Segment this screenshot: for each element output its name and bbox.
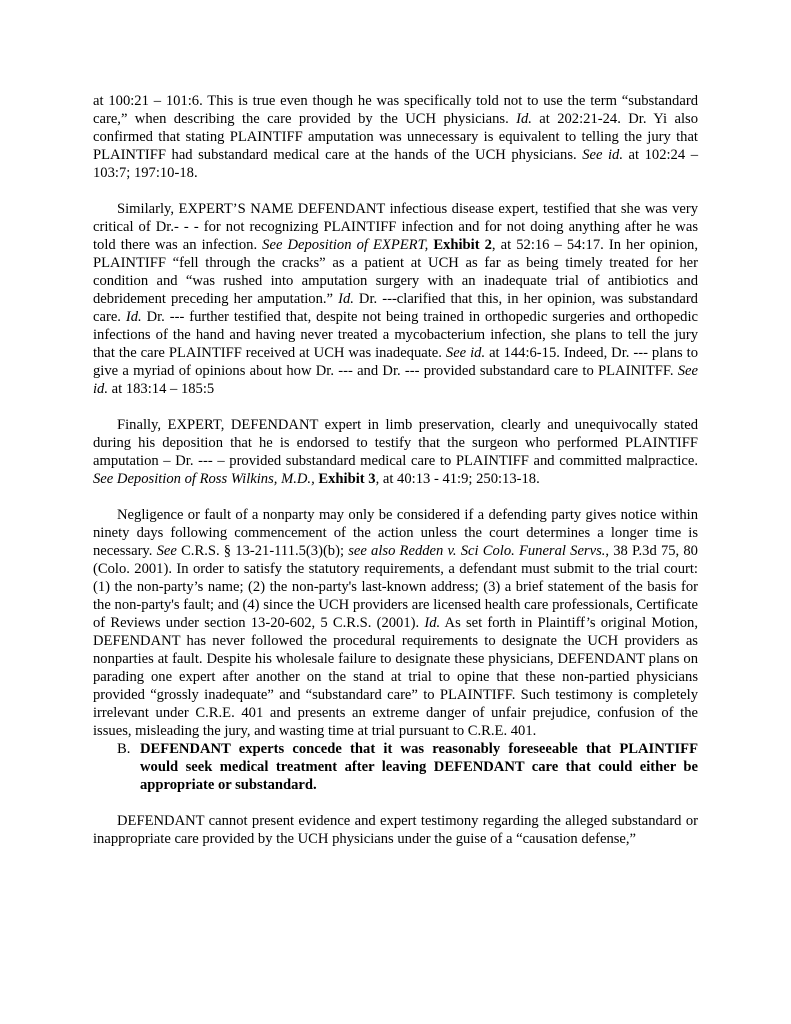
text-run: at 100:21 – 101:6. This is true even though he was specifically told not to use the term “substandard care,” when describing the care provided by the UCH physicians.	[93, 93, 698, 127]
text-run: Dr. ---clarified that this, in her opinion, was substandard care.	[93, 291, 698, 325]
paragraph-nonparty-fault	[93, 506, 698, 740]
citation: Id.	[516, 111, 532, 127]
section-letter: B.	[117, 741, 131, 757]
text-run: at 144:6-15. Indeed, Dr. --- plans to give a myriad of opinions about how Dr. --- and Dr. --- provided substandard care to PLAINITFF.	[93, 345, 699, 379]
paragraph-limb-preservation-expert	[93, 416, 698, 488]
citation: Id.	[125, 309, 142, 325]
text-run: As set forth in Plaintiff’s original Motion, DEFENDANT has never followed the procedural requirements to designate the UCH providers as nonparties at fault. Despite his wholesale failure to designate these physicians, DEFENDANT plans on parading one expert after another on the stand at trial to opine that these non-partied physicians provided “grossly inadequate” and “substandard care” to PLAINTIFF. Such testimony is completely irrelevant under C.R.E. 401 and presents an extreme danger of unfair prejudice, confusion of the issues, misleading the jury, and wasting time at trial pursuant to C.R.E. 401.	[93, 615, 698, 739]
citation: Id.	[424, 615, 441, 631]
text-run: Similarly, EXPERT’S NAME DEFENDANT infectious disease expert, testified that she was very critical of Dr.- - - for not recognizing PLAINTIFF infection and for not doing anything after he was told there was an infection.	[93, 201, 698, 253]
text-run: at 183:14 – 185:5	[108, 381, 215, 397]
text-run: , at 52:16 – 54:17. In her opinion, PLAINTIFF “fell through the cracks” as a patient at UCH as far as being timely treated for her condition and “was rushed into amputation surgery with an inadequate trial of antibiotics and debridement preceding her amputation.”	[93, 237, 698, 307]
text-run: at 102:24 – 103:7; 197:10-18.	[93, 147, 698, 181]
citation: See id.	[582, 147, 623, 163]
text-run: C.R.S. § 13-21-111.5(3)(b);	[176, 543, 345, 559]
text-run: , at 40:13 - 41:9; 250:13-18.	[375, 471, 540, 487]
section-heading-b	[117, 740, 698, 794]
text-run: , 38 P.3d 75, 80 (Colo. 2001). In order to satisfy the statutory requirements, a defendant must submit to the trial court: (1) the non-party’s name; (2) the non-party's last-known address; (3) a brief statement of the basis for the non-party's fault; and (4) since the UCH providers are licensed health care professionals, Certificate of Reviews under section 13-20-602, 5 C.R.S. (2001).	[93, 543, 698, 631]
exhibit-reference: Exhibit 2	[433, 237, 492, 253]
citation: See Deposition of Ross Wilkins, M.D.,	[93, 471, 315, 487]
text-run: Finally, EXPERT, DEFENDANT expert in limb preservation, clearly and unequivocally stated during his deposition that he is endorsed to testify that the surgeon who performed PLAINTIFF amputation – Dr. --- – provided substandard medical care to PLAINTIFF and committed malpractice.	[93, 417, 698, 469]
exhibit-reference: Exhibit 3	[318, 471, 376, 487]
text-run: at 202:21-24. Dr. Yi also confirmed that stating PLAINTIFF amputation was unnecessary is equivalent to telling the jury that PLAINTIFF had substandard medical care at the hands of the UCH physicians.	[93, 111, 698, 163]
text-run: Negligence or fault of a nonparty may only be considered if a defending party gives notice within ninety days following commencement of the action unless the court determines a longer time is necessary.	[93, 507, 698, 559]
citation: See id.	[93, 363, 698, 397]
citation: see also Redden v. Sci Colo. Funeral Servs.	[348, 543, 606, 559]
document-page	[93, 92, 698, 848]
paragraph-infectious-disease-expert	[93, 200, 698, 398]
paragraph-deposition-yi	[93, 92, 698, 182]
citation: See Deposition of EXPERT,	[262, 237, 429, 253]
citation: See	[156, 543, 177, 559]
paragraph-causation-defense	[93, 812, 698, 848]
citation: See id.	[445, 345, 486, 361]
text-run: DEFENDANT cannot present evidence and expert testimony regarding the alleged substandard or inappropriate care provided by the UCH physicians under the guise of a “causation defense,”	[93, 813, 698, 847]
text-run: Dr. --- further testified that, despite not being trained in orthopedic surgeries and orthopedic infections of the hand and having never treated a mycobacterium infection, she plans to tell the jury that the care PLAINTIFF received at UCH was inadequate.	[93, 309, 698, 361]
citation: Id.	[338, 291, 354, 307]
section-heading-text: DEFENDANT experts concede that it was reasonably foreseeable that PLAINTIFF would seek medical treatment after leaving DEFENDANT care that could either be appropriate or substandard.	[140, 741, 698, 793]
